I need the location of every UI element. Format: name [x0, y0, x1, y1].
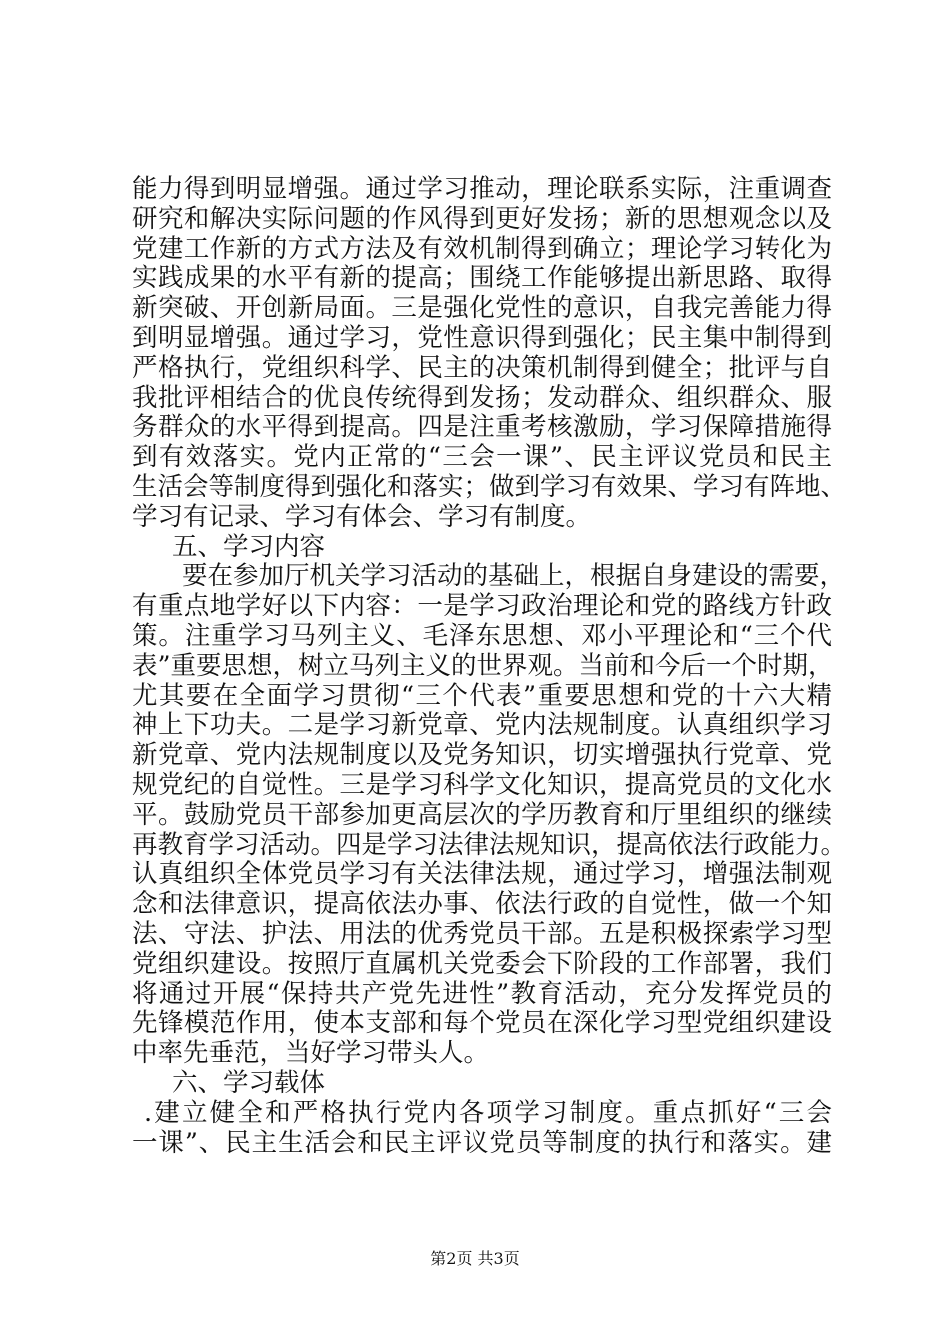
text-line: 我批评相结合的优良传统得到发扬；发动群众、组织群众、服: [132, 382, 832, 413]
text-line: 平。鼓励党员干部参加更高层次的学历教育和厅里组织的继续: [132, 799, 832, 830]
text-line: 规党纪的自觉性。三是学习科学文化知识，提高党员的文化水: [132, 769, 832, 800]
text-line: 新党章、党内法规制度以及党务知识，切实增强执行党章、党: [132, 740, 832, 771]
text-line: 能力得到明显增强。通过学习推动，理论联系实际，注重调查: [132, 174, 832, 204]
text-line: 再教育学习活动。四是学习法律法规知识，提高依法行政能力。: [132, 829, 847, 860]
text-line: 认真组织全体党员学习有关法律法规，通过学习，增强法制观: [132, 859, 832, 890]
text-line: 党建工作新的方式方法及有效机制得到确立；理论学习转化为: [132, 233, 832, 264]
text-line: 生活会等制度得到强化和落实；做到学习有效果、学习有阵地、: [132, 471, 847, 502]
text-line: 要在参加厅机关学习活动的基础上，根据自身建设的需要，: [182, 561, 846, 592]
text-line: 中率先垂范，当好学习带头人。: [132, 1038, 490, 1069]
text-line: 到有效落实。党内正常的“三会一课”、民主评议党员和民主: [132, 442, 832, 473]
text-line: 神上下功夫。二是学习新党章、党内法规制度。认真组织学习: [132, 710, 832, 741]
text-line: 新突破、开创新局面。三是强化党性的意识，自我完善能力得: [132, 293, 832, 324]
text-line: 念和法律意识，提高依法办事、依法行政的自觉性，做一个知: [132, 889, 832, 920]
text-line: 学习有记录、学习有体会、学习有制度。: [132, 501, 592, 532]
page-footer: 第2页 共3页: [430, 1249, 520, 1268]
text-line: 先锋模范作用，使本支部和每个党员在深化学习型党组织建设: [132, 1008, 832, 1039]
text-line: 一课”、民主生活会和民主评议党员等制度的执行和落实。建: [132, 1127, 832, 1158]
text-line: 有重点地学好以下内容：一是学习政治理论和党的路线方针政: [132, 591, 832, 622]
text-line: 策。注重学习马列主义、毛泽东思想、邓小平理论和“三个代: [132, 620, 832, 651]
text-line: 尤其要在全面学习贯彻“三个代表”重要思想和党的十六大精: [132, 680, 832, 711]
section-heading: 五、学习内容: [172, 531, 326, 562]
document-body: [132, 174, 847, 1158]
text-line: 将通过开展“保持共产党先进性”教育活动，充分发挥党员的: [132, 978, 832, 1009]
section-heading: 六、学习载体: [172, 1067, 326, 1098]
text-line: 到明显增强。通过学习，党性意识得到强化；民主集中制得到: [132, 322, 832, 353]
text-line: .建立健全和严格执行党内各项学习制度。重点抓好“三会: [144, 1097, 832, 1128]
text-line: 研究和解决实际问题的作风得到更好发扬；新的思想观念以及: [132, 203, 832, 234]
text-line: 务群众的水平得到提高。四是注重考核激励，学习保障措施得: [132, 412, 832, 443]
text-line: 实践成果的水平有新的提高；围绕工作能够提出新思路、取得: [132, 263, 832, 294]
text-line: 严格执行，党组织科学、民主的决策机制得到健全；批评与自: [132, 352, 832, 383]
text-line: 党组织建设。按照厅直属机关党委会下阶段的工作部署，我们: [132, 948, 832, 979]
text-line: 表”重要思想，树立马列主义的世界观。当前和今后一个时期，: [132, 650, 834, 681]
text-line: 法、守法、护法、用法的优秀党员干部。五是积极探索学习型: [132, 918, 832, 949]
